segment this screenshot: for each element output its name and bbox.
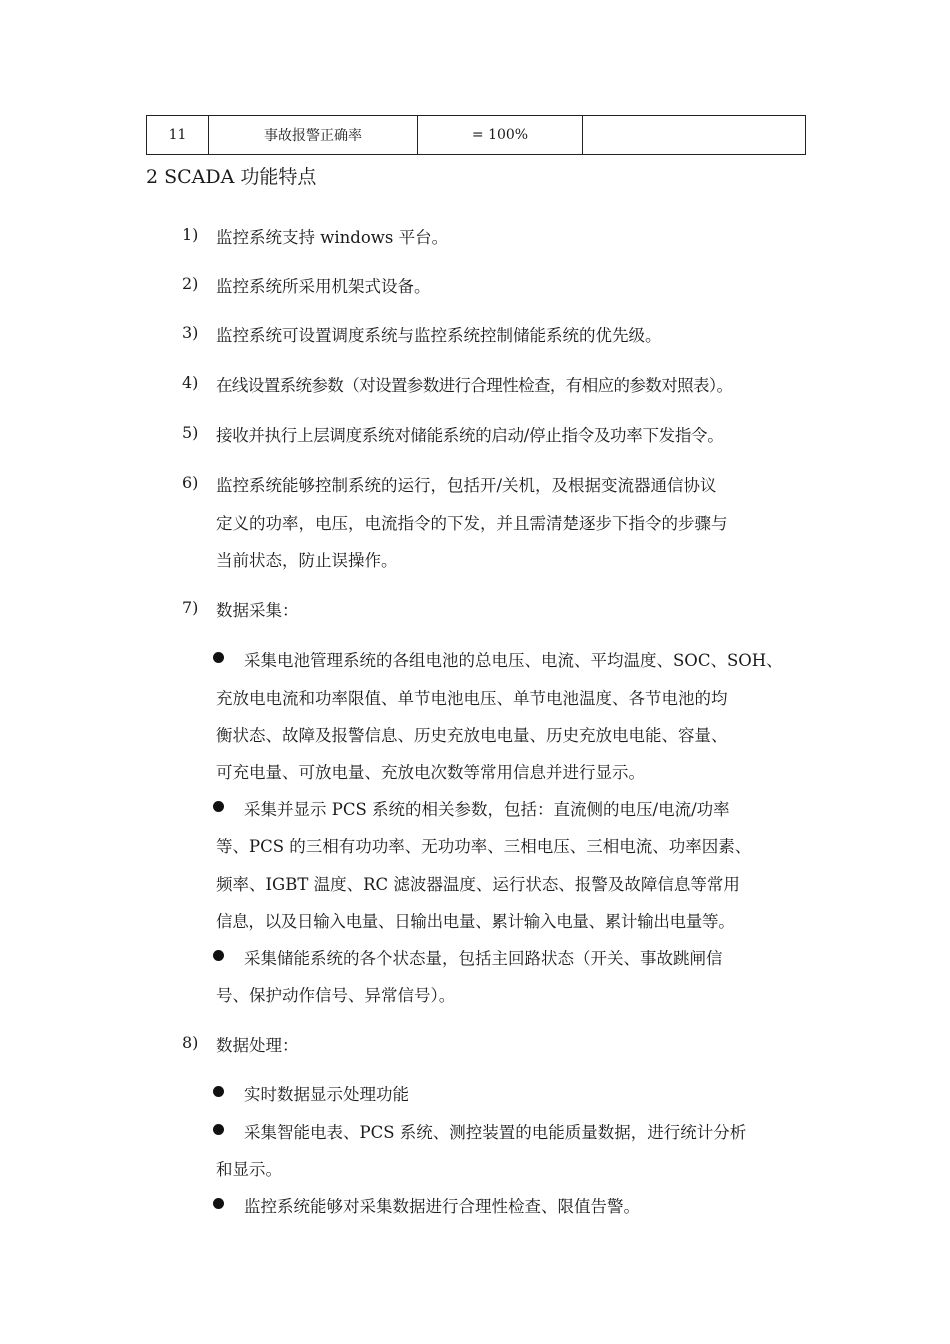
item-number: 8) xyxy=(182,1033,199,1052)
bullet-text: 等、PCS 的三相有功功率、无功功率、三相电压、三相电流、功率因素、 xyxy=(216,837,752,856)
bullet-text: 衡状态、故障及报警信息、历史充放电电量、历史充放电电能、容量、 xyxy=(216,726,728,745)
bullet-text: 号、保护动作信号、异常信号）。 xyxy=(216,986,456,1005)
bullet-text: 频率、IGBT 温度、RC 滤波器温度、运行状态、报警及故障信息等常用 xyxy=(216,875,740,894)
item-text: 监控系统可设置调度系统与监控系统控制储能系统的优先级。 xyxy=(216,326,662,345)
bullet-dot xyxy=(213,801,224,812)
item-text: 当前状态，防止误操作。 xyxy=(216,551,398,570)
item-number: 4) xyxy=(182,373,199,392)
table-row xyxy=(147,116,806,155)
bullet-dot xyxy=(213,652,224,663)
item-number: 7) xyxy=(182,598,199,617)
bullet-dot xyxy=(213,1198,224,1209)
item-text: 接收并执行上层调度系统对储能系统的启动/停止指令及功率下发指令。 xyxy=(216,426,724,445)
item-text: 数据处理： xyxy=(216,1036,299,1055)
item-number: 6) xyxy=(182,473,199,492)
table-cell-item: 事故报警正确率 xyxy=(209,116,418,155)
bullet-text: 采集电池管理系统的各组电池的总电压、电流、平均温度、SOC、SOH、 xyxy=(244,651,783,670)
bullet-dot xyxy=(213,1124,224,1135)
bullet-text: 信息，以及日输入电量、日输出电量、累计输入电量、累计输出电量等。 xyxy=(216,912,735,931)
bullet-text: 可充电量、可放电量、充放电次数等常用信息并进行显示。 xyxy=(216,763,645,782)
table-cell-note xyxy=(583,116,806,155)
bullet-text: 监控系统能够对采集数据进行合理性检查、限值告警。 xyxy=(244,1197,640,1216)
bullet-text: 采集并显示 PCS 系统的相关参数，包括：直流侧的电压/电流/功率 xyxy=(244,800,730,819)
bullet-text: 采集储能系统的各个状态量，包括主回路状态（开关、事故跳闸信 xyxy=(244,949,723,968)
item-text: 在线设置系统参数（对设置参数进行合理性检查，有相应的参数对照表）。 xyxy=(216,376,733,395)
bullet-text: 和显示。 xyxy=(216,1160,282,1179)
item-text: 监控系统所采用机架式设备。 xyxy=(216,277,431,296)
bullet-dot xyxy=(213,1086,224,1097)
table-cell-index: 11 xyxy=(147,116,209,155)
item-number: 1) xyxy=(182,225,199,244)
item-number: 3) xyxy=(182,323,199,342)
section-heading: 2 SCADA 功能特点 xyxy=(146,166,317,188)
bullet-text: 充放电电流和功率限值、单节电池电压、单节电池温度、各节电池的均 xyxy=(216,689,728,708)
table-cell-value: = 100% xyxy=(418,116,583,155)
item-number: 5) xyxy=(182,423,199,442)
bullet-dot xyxy=(213,950,224,961)
item-text: 数据采集： xyxy=(216,601,299,620)
item-text: 监控系统能够控制系统的运行，包括开/关机，及根据变流器通信协议 xyxy=(216,476,717,495)
bullet-text: 实时数据显示处理功能 xyxy=(244,1085,409,1104)
bullet-text: 采集智能电表、PCS 系统、测控装置的电能质量数据，进行统计分析 xyxy=(244,1123,747,1142)
indicator-table xyxy=(146,115,806,155)
item-text: 定义的功率，电压，电流指令的下发，并且需清楚逐步下指令的步骤与 xyxy=(216,514,728,533)
item-text: 监控系统支持 windows 平台。 xyxy=(216,228,449,247)
item-number: 2) xyxy=(182,274,199,293)
